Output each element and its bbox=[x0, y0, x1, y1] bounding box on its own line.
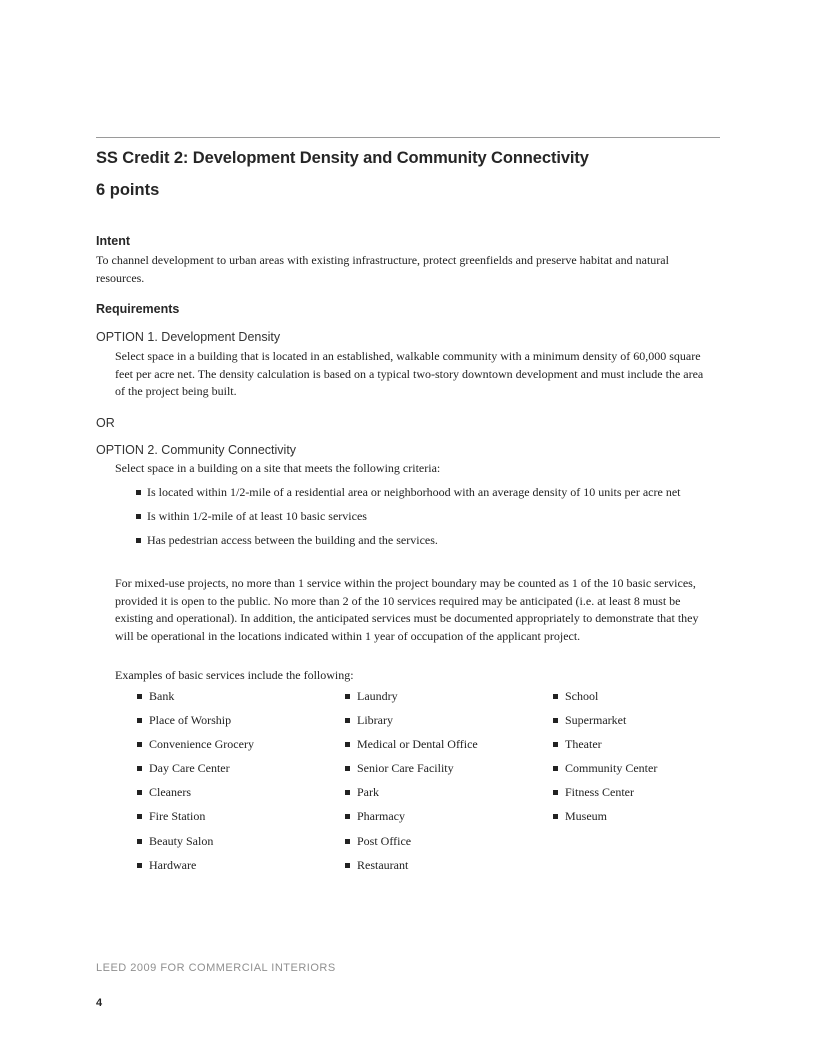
criteria-list bbox=[136, 484, 716, 556]
service-item: Library bbox=[345, 712, 478, 736]
service-item: Theater bbox=[553, 736, 657, 760]
or-separator: OR bbox=[96, 416, 115, 430]
criteria-item: Has pedestrian access between the building and the services. bbox=[136, 532, 716, 550]
service-item: Medical or Dental Office bbox=[345, 736, 478, 760]
credit-title: SS Credit 2: Development Density and Community Connectivity bbox=[96, 149, 589, 167]
services-column-3 bbox=[553, 688, 657, 833]
service-item: Convenience Grocery bbox=[137, 736, 254, 760]
service-item: Community Center bbox=[553, 760, 657, 784]
service-item: Hardware bbox=[137, 857, 254, 881]
service-item: Bank bbox=[137, 688, 254, 712]
option-2-title: OPTION 2. Community Connectivity bbox=[96, 443, 297, 457]
service-item: Cleaners bbox=[137, 784, 254, 808]
service-item: Fire Station bbox=[137, 808, 254, 832]
service-item: Beauty Salon bbox=[137, 833, 254, 857]
service-item: Senior Care Facility bbox=[345, 760, 478, 784]
service-item: Laundry bbox=[345, 688, 478, 712]
service-item: Place of Worship bbox=[137, 712, 254, 736]
page-number: 4 bbox=[96, 997, 103, 1009]
criteria-item: Is located within 1/2-mile of a residential area or neighborhood with an average density of 10 units per acre net bbox=[136, 484, 716, 502]
credit-points: 6 points bbox=[96, 181, 160, 199]
service-item: Museum bbox=[553, 808, 657, 832]
service-item: Day Care Center bbox=[137, 760, 254, 784]
mixed-use-paragraph: For mixed-use projects, no more than 1 service within the project boundary may be counted as 1 of the 10 basic services, provided it is open to the public. No more than 2 of the 10 services required may be anticipated (i.e. at least 8 must be existing and operational). In addition, the anticipated services must be documented appropriately to demonstrate that they will be operational in the locations indicated within 1 year of occupation of the applicant project. bbox=[115, 576, 699, 643]
service-item: School bbox=[553, 688, 657, 712]
option-1-text: Select space in a building that is located in an established, walkable community with a minimum density of 60,000 square feet per acre net. The density calculation is based on a typical two-story downtown development and must include the area of the project being built. bbox=[115, 349, 704, 398]
option-1-title: OPTION 1. Development Density bbox=[96, 330, 281, 344]
services-column-2 bbox=[345, 688, 478, 881]
examples-intro: Examples of basic services include the following: bbox=[115, 668, 354, 682]
services-column-1 bbox=[137, 688, 254, 881]
criteria-item: Is within 1/2-mile of at least 10 basic services bbox=[136, 508, 716, 526]
service-item: Fitness Center bbox=[553, 784, 657, 808]
intent-text: To channel development to urban areas with existing infrastructure, protect greenfields and preserve habitat and natural resources. bbox=[96, 253, 669, 285]
service-item: Post Office bbox=[345, 833, 478, 857]
service-item: Pharmacy bbox=[345, 808, 478, 832]
intent-heading: Intent bbox=[96, 234, 131, 248]
service-item: Park bbox=[345, 784, 478, 808]
header-rule bbox=[96, 137, 720, 138]
requirements-heading: Requirements bbox=[96, 302, 180, 316]
option-2-intro: Select space in a building on a site that meets the following criteria: bbox=[115, 461, 441, 475]
footer-publication-title: LEED 2009 FOR COMMERCIAL INTERIORS bbox=[96, 962, 336, 974]
service-item: Supermarket bbox=[553, 712, 657, 736]
service-item: Restaurant bbox=[345, 857, 478, 881]
